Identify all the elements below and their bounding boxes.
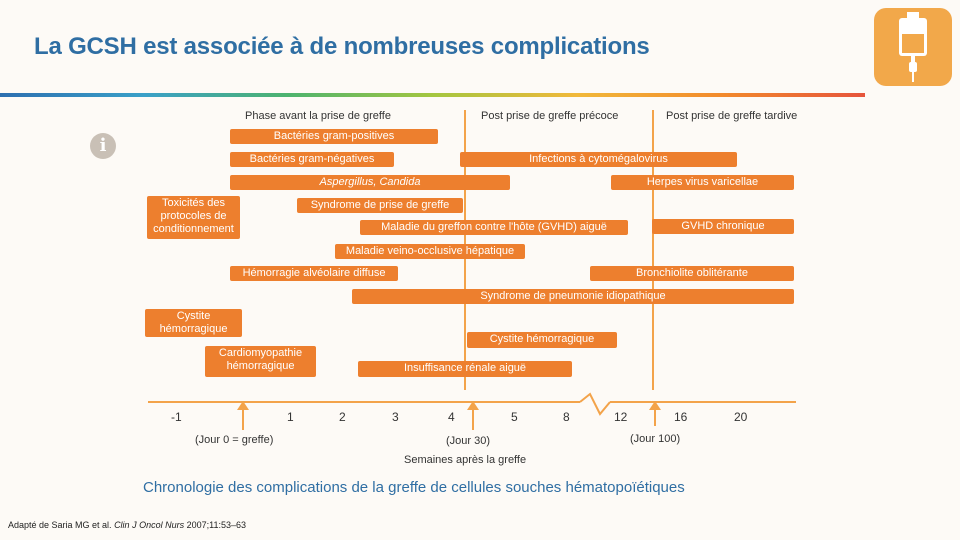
tick-label: 16 — [674, 410, 688, 424]
bar-syndrome-prise-greffe: Syndrome de prise de greffe — [297, 198, 463, 213]
tick-label: 1 — [287, 410, 294, 424]
figure-caption: Chronologie des complications de la greffe de cellules souches hématopoïétiques — [143, 479, 685, 496]
bar-gram-positive: Bactéries gram-positives — [230, 129, 438, 144]
tick-label: 20 — [734, 410, 748, 424]
axis-label: Semaines après la greffe — [404, 454, 527, 466]
box-toxicites: Toxicités des protocoles de conditionnement — [147, 196, 240, 239]
info-icon[interactable]: i — [90, 133, 116, 159]
day0-label: (Jour 0 = greffe) — [195, 434, 274, 446]
bar-veino-occlusive: Maladie veino-occlusive hépatique — [335, 244, 525, 259]
phase-label-pre: Phase avant la prise de greffe — [245, 110, 391, 122]
bar-bronchiolite: Bronchiolite oblitérante — [590, 266, 794, 281]
tick-label: 4 — [448, 410, 455, 424]
bar-cmv: Infections à cytomégalovirus — [460, 152, 737, 167]
source-prefix: Adapté de Saria MG et al. — [8, 520, 115, 530]
bar-gram-negative: Bactéries gram-négatives — [230, 152, 394, 167]
bar-cystite-2: Cystite hémorragique — [467, 332, 617, 348]
source-journal: Clin J Oncol Nurs — [114, 520, 185, 530]
bar-gvhd-aigue: Maladie du greffon contre l'hôte (GVHD) aiguë — [360, 220, 628, 235]
box-cystite-1: Cystite hémorragique — [145, 309, 242, 337]
page-title: La GCSH est associée à de nombreuses complications — [34, 33, 650, 60]
tick-label: 8 — [563, 410, 570, 424]
box-cardiomyopathie: Cardiomyopathie hémorragique — [205, 346, 316, 377]
bar-aspergillus: Aspergillus, Candida — [230, 175, 510, 190]
tick-label: 12 — [614, 410, 628, 424]
phase-label-late: Post prise de greffe tardive — [666, 110, 798, 122]
source-reference — [8, 520, 246, 530]
tick-label: 5 — [511, 410, 518, 424]
source-suffix: 2007;11:53–63 — [184, 520, 246, 530]
tick-label: -1 — [171, 410, 182, 424]
tick-label: 2 — [339, 410, 346, 424]
bar-herpes: Herpes virus varicellae — [611, 175, 794, 190]
bar-hemorragie-alveolaire: Hémorragie alvéolaire diffuse — [230, 266, 398, 281]
tick-label: 3 — [392, 410, 399, 424]
bar-gvhd-chronique: GVHD chronique — [652, 219, 794, 234]
day100-label: (Jour 100) — [630, 433, 681, 445]
day30-label: (Jour 30) — [446, 435, 491, 447]
bar-pneumonie: Syndrome de pneumonie idiopathique — [352, 289, 794, 304]
bar-insuffisance-renale: Insuffisance rénale aiguë — [358, 361, 572, 377]
phase-label-early: Post prise de greffe précoce — [481, 110, 619, 122]
